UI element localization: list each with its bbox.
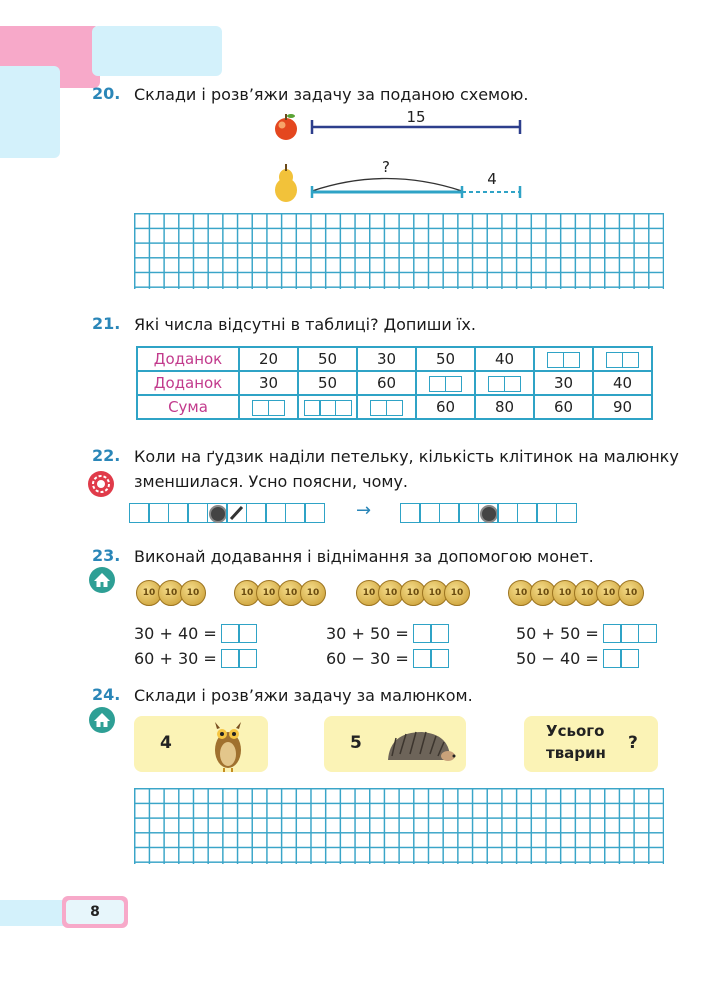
table-row	[137, 371, 652, 395]
coin-icon: 10	[158, 580, 184, 606]
table-row	[137, 347, 652, 371]
coin-icon: 10	[508, 580, 534, 606]
answer-box[interactable]	[413, 624, 450, 643]
answer-cell[interactable]	[416, 371, 475, 395]
arrow-icon: →	[356, 500, 372, 521]
table-cell: 30	[239, 371, 298, 395]
equation-text: 50 − 40 =	[516, 649, 599, 668]
task-21-text: Які числа відсутні в таблиці? Допиши їх.	[134, 315, 476, 334]
task-23-text: Виконай додавання і віднімання за допомогою монет.	[134, 547, 594, 566]
table-row	[137, 395, 652, 419]
equation	[134, 624, 257, 643]
table-cell: 40	[593, 371, 652, 395]
pear-unknown-label: ?	[382, 158, 390, 176]
pear-extra-label: 4	[487, 170, 497, 188]
coin-icon: 10	[136, 580, 162, 606]
table-cell: 90	[593, 395, 652, 419]
coin-icon: 10	[378, 580, 404, 606]
coin-icon: 10	[356, 580, 382, 606]
answer-box[interactable]	[221, 624, 258, 643]
total-question: ?	[628, 733, 638, 753]
answer-box[interactable]	[221, 649, 258, 668]
table-cell: 60	[357, 371, 416, 395]
table-cell: 30	[534, 371, 593, 395]
apple-value-label: 15	[406, 108, 426, 126]
equation-text: 60 − 30 =	[326, 649, 409, 668]
task-24-answer-grid[interactable]	[134, 788, 664, 864]
coin-icon: 10	[256, 580, 282, 606]
table-cell: 20	[239, 347, 298, 371]
answer-cell[interactable]	[298, 395, 357, 419]
coin-icon: 10	[552, 580, 578, 606]
corner-decoration-blue-low	[0, 66, 60, 158]
coin-icon: 10	[444, 580, 470, 606]
total-line1: Усього	[546, 722, 605, 740]
home-icon	[88, 566, 116, 594]
row-label: Доданок	[137, 347, 239, 371]
answer-cell[interactable]	[534, 347, 593, 371]
owls-card	[134, 716, 268, 772]
answer-cell[interactable]	[239, 395, 298, 419]
task-21-table	[136, 346, 653, 420]
task-20-text: Склади і розв’яжи задачу за поданою схемою.	[134, 85, 529, 104]
equation	[516, 624, 657, 643]
equation-text: 30 + 40 =	[134, 624, 217, 643]
coin-group-5	[356, 580, 470, 606]
equation-text: 30 + 50 =	[326, 624, 409, 643]
button-strip-after	[401, 503, 577, 523]
total-card	[524, 716, 658, 772]
task-20-answer-grid[interactable]	[134, 213, 664, 289]
task-24-text: Склади і розв’яжи задачу за малюнком.	[134, 686, 473, 705]
table-cell: 60	[534, 395, 593, 419]
owl-icon	[208, 718, 248, 772]
answer-cell[interactable]	[593, 347, 652, 371]
owls-count: 4	[160, 733, 172, 753]
row-label: Сума	[137, 395, 239, 419]
table-cell: 60	[416, 395, 475, 419]
page-number-box	[62, 896, 128, 928]
task-22-number: 22.	[92, 446, 121, 465]
answer-box[interactable]	[603, 649, 640, 668]
coin-icon: 10	[618, 580, 644, 606]
task-22-text-line2: зменшилася. Усно поясни, чому.	[134, 472, 408, 491]
table-cell: 30	[357, 347, 416, 371]
coin-icon: 10	[422, 580, 448, 606]
apple-icon	[275, 114, 297, 140]
buttoned-icon	[480, 505, 498, 523]
loop-icon	[227, 504, 245, 522]
answer-box[interactable]	[413, 649, 450, 668]
equation	[326, 649, 449, 668]
task-23-number: 23.	[92, 546, 121, 565]
coin-group-4	[234, 580, 326, 606]
button-icon	[209, 505, 227, 523]
equation	[134, 649, 257, 668]
coin-group-3	[136, 580, 206, 606]
hedgehogs-card	[324, 716, 466, 772]
coin-icon: 10	[400, 580, 426, 606]
page-number: 8	[90, 904, 100, 920]
task-22-text-line1: Коли на ґудзик наділи петельку, кількість клітинок на малюнку	[134, 447, 679, 466]
footer-decoration	[0, 900, 70, 926]
equation-text: 50 + 50 =	[516, 624, 599, 643]
table-cell: 50	[298, 347, 357, 371]
row-label: Доданок	[137, 371, 239, 395]
hedgehog-icon	[382, 726, 456, 766]
equation	[326, 624, 449, 643]
button-strip-before	[130, 503, 325, 523]
task-21-number: 21.	[92, 314, 121, 333]
task-24-number: 24.	[92, 685, 121, 704]
table-cell: 40	[475, 347, 534, 371]
coin-icon: 10	[530, 580, 556, 606]
coin-icon: 10	[180, 580, 206, 606]
task-20-scheme	[266, 104, 536, 208]
pear-icon	[275, 164, 297, 202]
table-cell: 50	[416, 347, 475, 371]
coin-group-6	[508, 580, 644, 606]
total-line2: тварин	[546, 744, 606, 762]
answer-cell[interactable]	[357, 395, 416, 419]
answer-box[interactable]	[603, 624, 657, 643]
equation	[516, 649, 639, 668]
hedgehogs-count: 5	[350, 733, 362, 753]
gear-icon	[87, 470, 115, 498]
table-cell: 50	[298, 371, 357, 395]
home-icon	[88, 706, 116, 734]
coin-icon: 10	[278, 580, 304, 606]
coin-icon: 10	[574, 580, 600, 606]
task-20-number: 20.	[92, 84, 121, 103]
table-cell: 80	[475, 395, 534, 419]
equation-text: 60 + 30 =	[134, 649, 217, 668]
answer-cell[interactable]	[475, 371, 534, 395]
coin-icon: 10	[300, 580, 326, 606]
corner-decoration-blue	[92, 26, 222, 76]
coin-icon: 10	[234, 580, 260, 606]
coin-icon: 10	[596, 580, 622, 606]
